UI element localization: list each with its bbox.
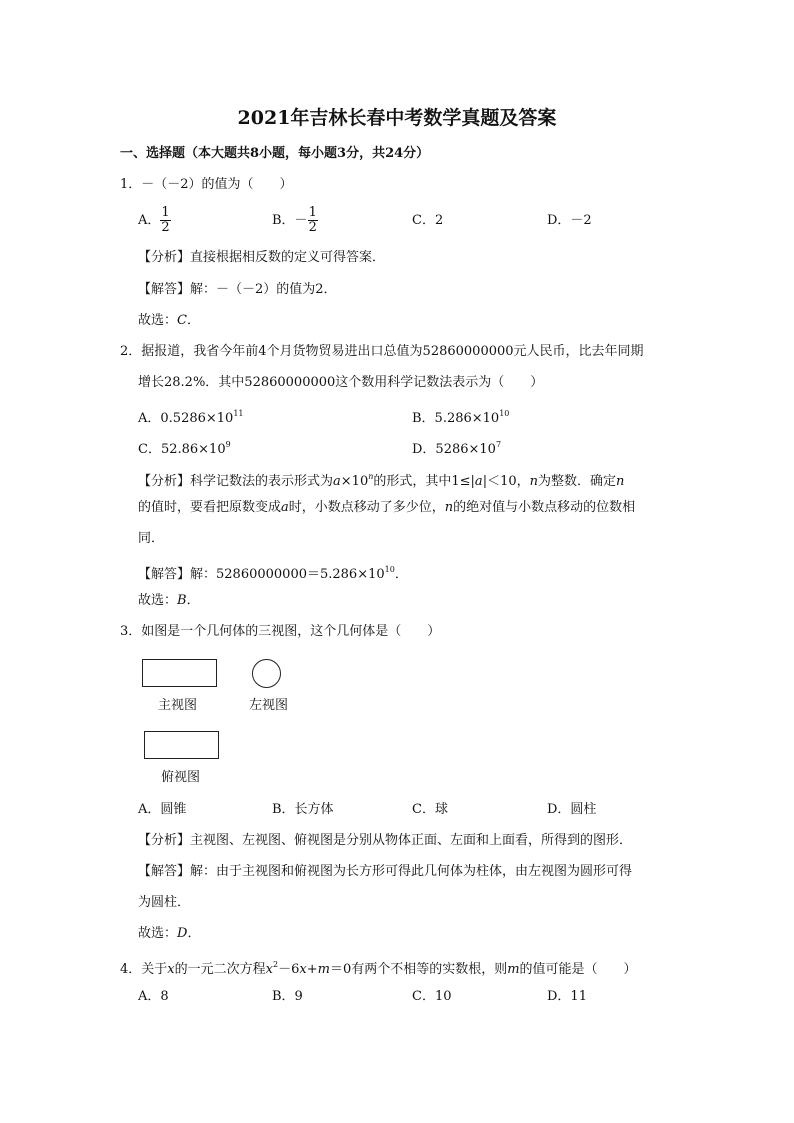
- front-view-label: 主视图: [158, 698, 198, 713]
- front-view-rectangle: [142, 659, 217, 687]
- q1-choice: 故选：C．: [138, 313, 200, 328]
- q1-answer: 【解答】解：－（－2）的值为2．: [138, 282, 337, 297]
- q2-analysis-line1: 【分析】科学记数法的表示形式为$a\times 10^n$的形式，其中1≤|a|＜10，n为整数．确定n: [138, 472, 625, 489]
- top-view-rectangle: [144, 731, 219, 759]
- top-view-label: 俯视图: [161, 770, 201, 785]
- q1-option-b-fraction: $\frac{1}{2}$: [308, 205, 317, 235]
- q3-option-c: C．球: [412, 802, 448, 817]
- q1-option-d: D．－2: [547, 213, 592, 228]
- section-heading: 一、选择题（本大题共8小题，每小题3分，共24分）: [120, 146, 430, 161]
- q2-stem-line2: 增长28.2%．其中52860000000这个数用科学记数法表示为（ ）: [138, 375, 544, 390]
- q2-option-b: B．$5.286\times 10^{10}$: [412, 409, 510, 426]
- q1-stem: 1．－（－2）的值为（ ）: [120, 177, 293, 192]
- q3-answer-line2: 为圆柱．: [138, 895, 191, 910]
- q4-option-d: D．11: [547, 989, 587, 1004]
- q2-analysis-line3: 同．: [138, 531, 165, 546]
- q2-choice: 故选：B．: [138, 593, 200, 608]
- q1-option-b: B．－ $\frac{1}{2}$: [272, 205, 317, 235]
- q3-answer-line1: 【解答】解：由于主视图和俯视图为长方形可得此几何体为柱体，由左视图为圆形可得: [138, 864, 633, 879]
- q3-option-b: B．长方体: [272, 802, 334, 817]
- q3-choice: 故选：D．: [138, 926, 201, 941]
- q3-stem: 3．如图是一个几何体的三视图，这个几何体是（ ）: [120, 624, 441, 639]
- q3-option-a: A．圆锥: [138, 802, 187, 817]
- q1-analysis: 【分析】直接根据相反数的定义可得答案．: [138, 250, 386, 265]
- q2-option-a: A．$0.5286\times 10^{11}$: [138, 409, 244, 426]
- q2-option-d: D．$5286\times 10^7$: [412, 440, 502, 457]
- q3-analysis: 【分析】主视图、左视图、俯视图是分别从物体正面、左面和上面看，所得到的图形．: [138, 833, 633, 848]
- q3-option-d: D．圆柱: [547, 802, 597, 817]
- q2-answer: 【解答】解：$52860000000=5.286\times 10^{10}$．: [138, 565, 408, 582]
- q2-option-c: C．$52.86\times 10^9$: [138, 440, 231, 457]
- q2-stem-line1: 2．据报道，我省今年前4个月货物贸易进出口总值为52860000000元人民币，比去年同期: [120, 344, 644, 359]
- left-view-label: 左视图: [249, 698, 289, 713]
- q4-option-c: C．10: [412, 989, 452, 1004]
- left-view-circle: [252, 659, 281, 688]
- q4-option-b: B．9: [272, 989, 303, 1004]
- q2-analysis-line2: 的值时，要看把原数变成a时，小数点移动了多少位，n的绝对值与小数点移动的位数相: [138, 500, 636, 515]
- q4-stem: 4．关于x的一元二次方程$x^2-6x+m=0$有两个不相等的实数根，则m的值可能是（ ）: [120, 960, 637, 977]
- q1-option-c: C．2: [412, 213, 444, 228]
- q4-option-a: A．8: [138, 989, 169, 1004]
- q1-option-a: A． $\frac{1}{2}$: [138, 205, 170, 235]
- document-title: 2021年吉林长春中考数学真题及答案: [237, 107, 557, 129]
- q1-option-a-fraction: $\frac{1}{2}$: [161, 205, 170, 235]
